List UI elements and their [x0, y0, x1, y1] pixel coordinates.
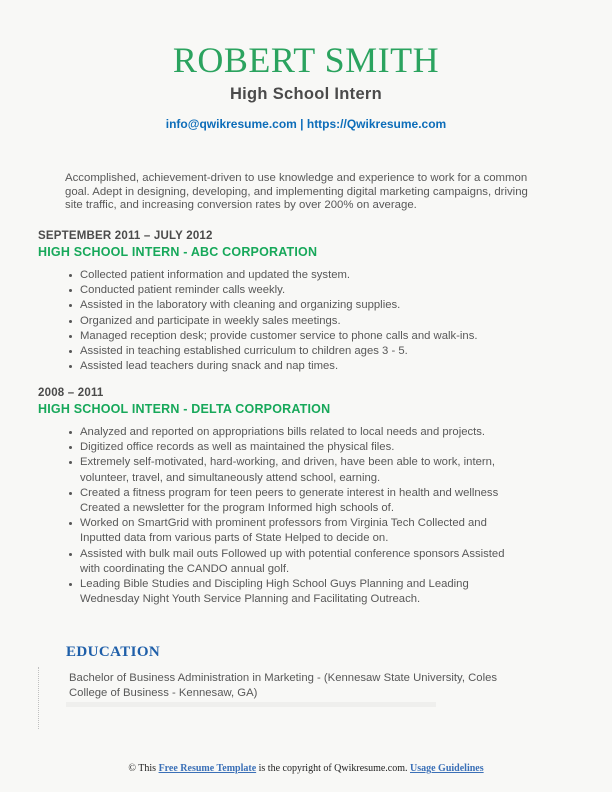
bullet-item: Organized and participate in weekly sales meetings. — [69, 314, 521, 329]
summary-text: Accomplished, achievement-driven to use knowledge and experience to work for a common goal. Adept in designing, developing, and implementing digital marketing campaigns, driving site traffic, and increasing conversion rates by over 200% on average. — [65, 172, 528, 212]
bullet-item: Assisted lead teachers during snack and nap times. — [69, 359, 521, 374]
usage-guidelines-link[interactable]: Usage Guidelines — [410, 763, 484, 774]
education-heading: EDUCATION — [66, 644, 161, 660]
bullet-item: Assisted in the laboratory with cleaning and organizing supplies. — [69, 298, 521, 313]
candidate-name: ROBERT SMITH — [172, 40, 440, 80]
contact-email-link[interactable]: info@qwikresume.com — [165, 117, 297, 131]
bullet-item: Assisted in teaching established curriculum to children ages 3 - 5. — [69, 344, 521, 359]
left-margin-dotted-line — [38, 667, 39, 729]
experience-heading: HIGH SCHOOL INTERN - DELTA CORPORATION — [38, 402, 331, 416]
free-resume-template-link[interactable]: Free Resume Template — [158, 763, 257, 774]
footer-copyright — [0, 763, 612, 774]
resume-header — [0, 40, 612, 131]
bullet-item: Conducted patient reminder calls weekly. — [69, 283, 521, 298]
experience-bullet-list — [38, 268, 521, 374]
bullet-item: Created a fitness program for teen peers to generate interest in health and wellness Created a newsletter for the program Informed high schools of. — [69, 486, 521, 516]
faint-ghost-line — [66, 702, 436, 707]
experience-bullet-list — [38, 425, 521, 607]
candidate-title: High School Intern — [229, 85, 383, 103]
contact-line — [0, 117, 612, 131]
contact-url-link[interactable]: https://Qwikresume.com — [306, 117, 447, 131]
experience-dates: SEPTEMBER 2011 – JULY 2012 — [38, 230, 213, 242]
contact-separator: | — [296, 117, 307, 131]
bullet-item: Analyzed and reported on appropriations bills related to local needs and projects. — [69, 425, 521, 440]
experience-heading: HIGH SCHOOL INTERN - ABC CORPORATION — [38, 245, 318, 259]
footer-middle: is the copyright of Qwikresume.com. — [256, 763, 410, 774]
bullet-item: Digitized office records as well as maintained the physical files. — [69, 440, 521, 455]
bullet-item: Worked on SmartGrid with prominent professors from Virginia Tech Collected and Inputted data from various parts of State Helped to decide on. — [69, 516, 521, 546]
footer-prefix: © This — [128, 763, 159, 774]
bullet-item: Managed reception desk; provide customer service to phone calls and walk-ins. — [69, 329, 521, 344]
experience-section-delta — [38, 386, 521, 607]
experience-section-abc — [38, 229, 521, 374]
education-section — [66, 644, 515, 701]
bullet-item: Leading Bible Studies and Discipling High School Guys Planning and Leading Wednesday Night Youth Service Planning and Facilitating Outreach. — [69, 577, 521, 607]
education-degree: Bachelor of Business Administration in Marketing - (Kennesaw State University, Coles College of Business - Kennesaw, GA) — [69, 672, 498, 699]
bullet-item: Assisted with bulk mail outs Followed up with potential conference sponsors Assisted with coordinating the CANDO annual golf. — [69, 547, 521, 577]
experience-dates: 2008 – 2011 — [38, 387, 104, 399]
bullet-item: Extremely self-motivated, hard-working, and driven, have been able to work, intern, volunteer, travel, and simultaneously attend school, earning. — [69, 455, 521, 485]
bullet-item: Collected patient information and updated the system. — [69, 268, 521, 283]
